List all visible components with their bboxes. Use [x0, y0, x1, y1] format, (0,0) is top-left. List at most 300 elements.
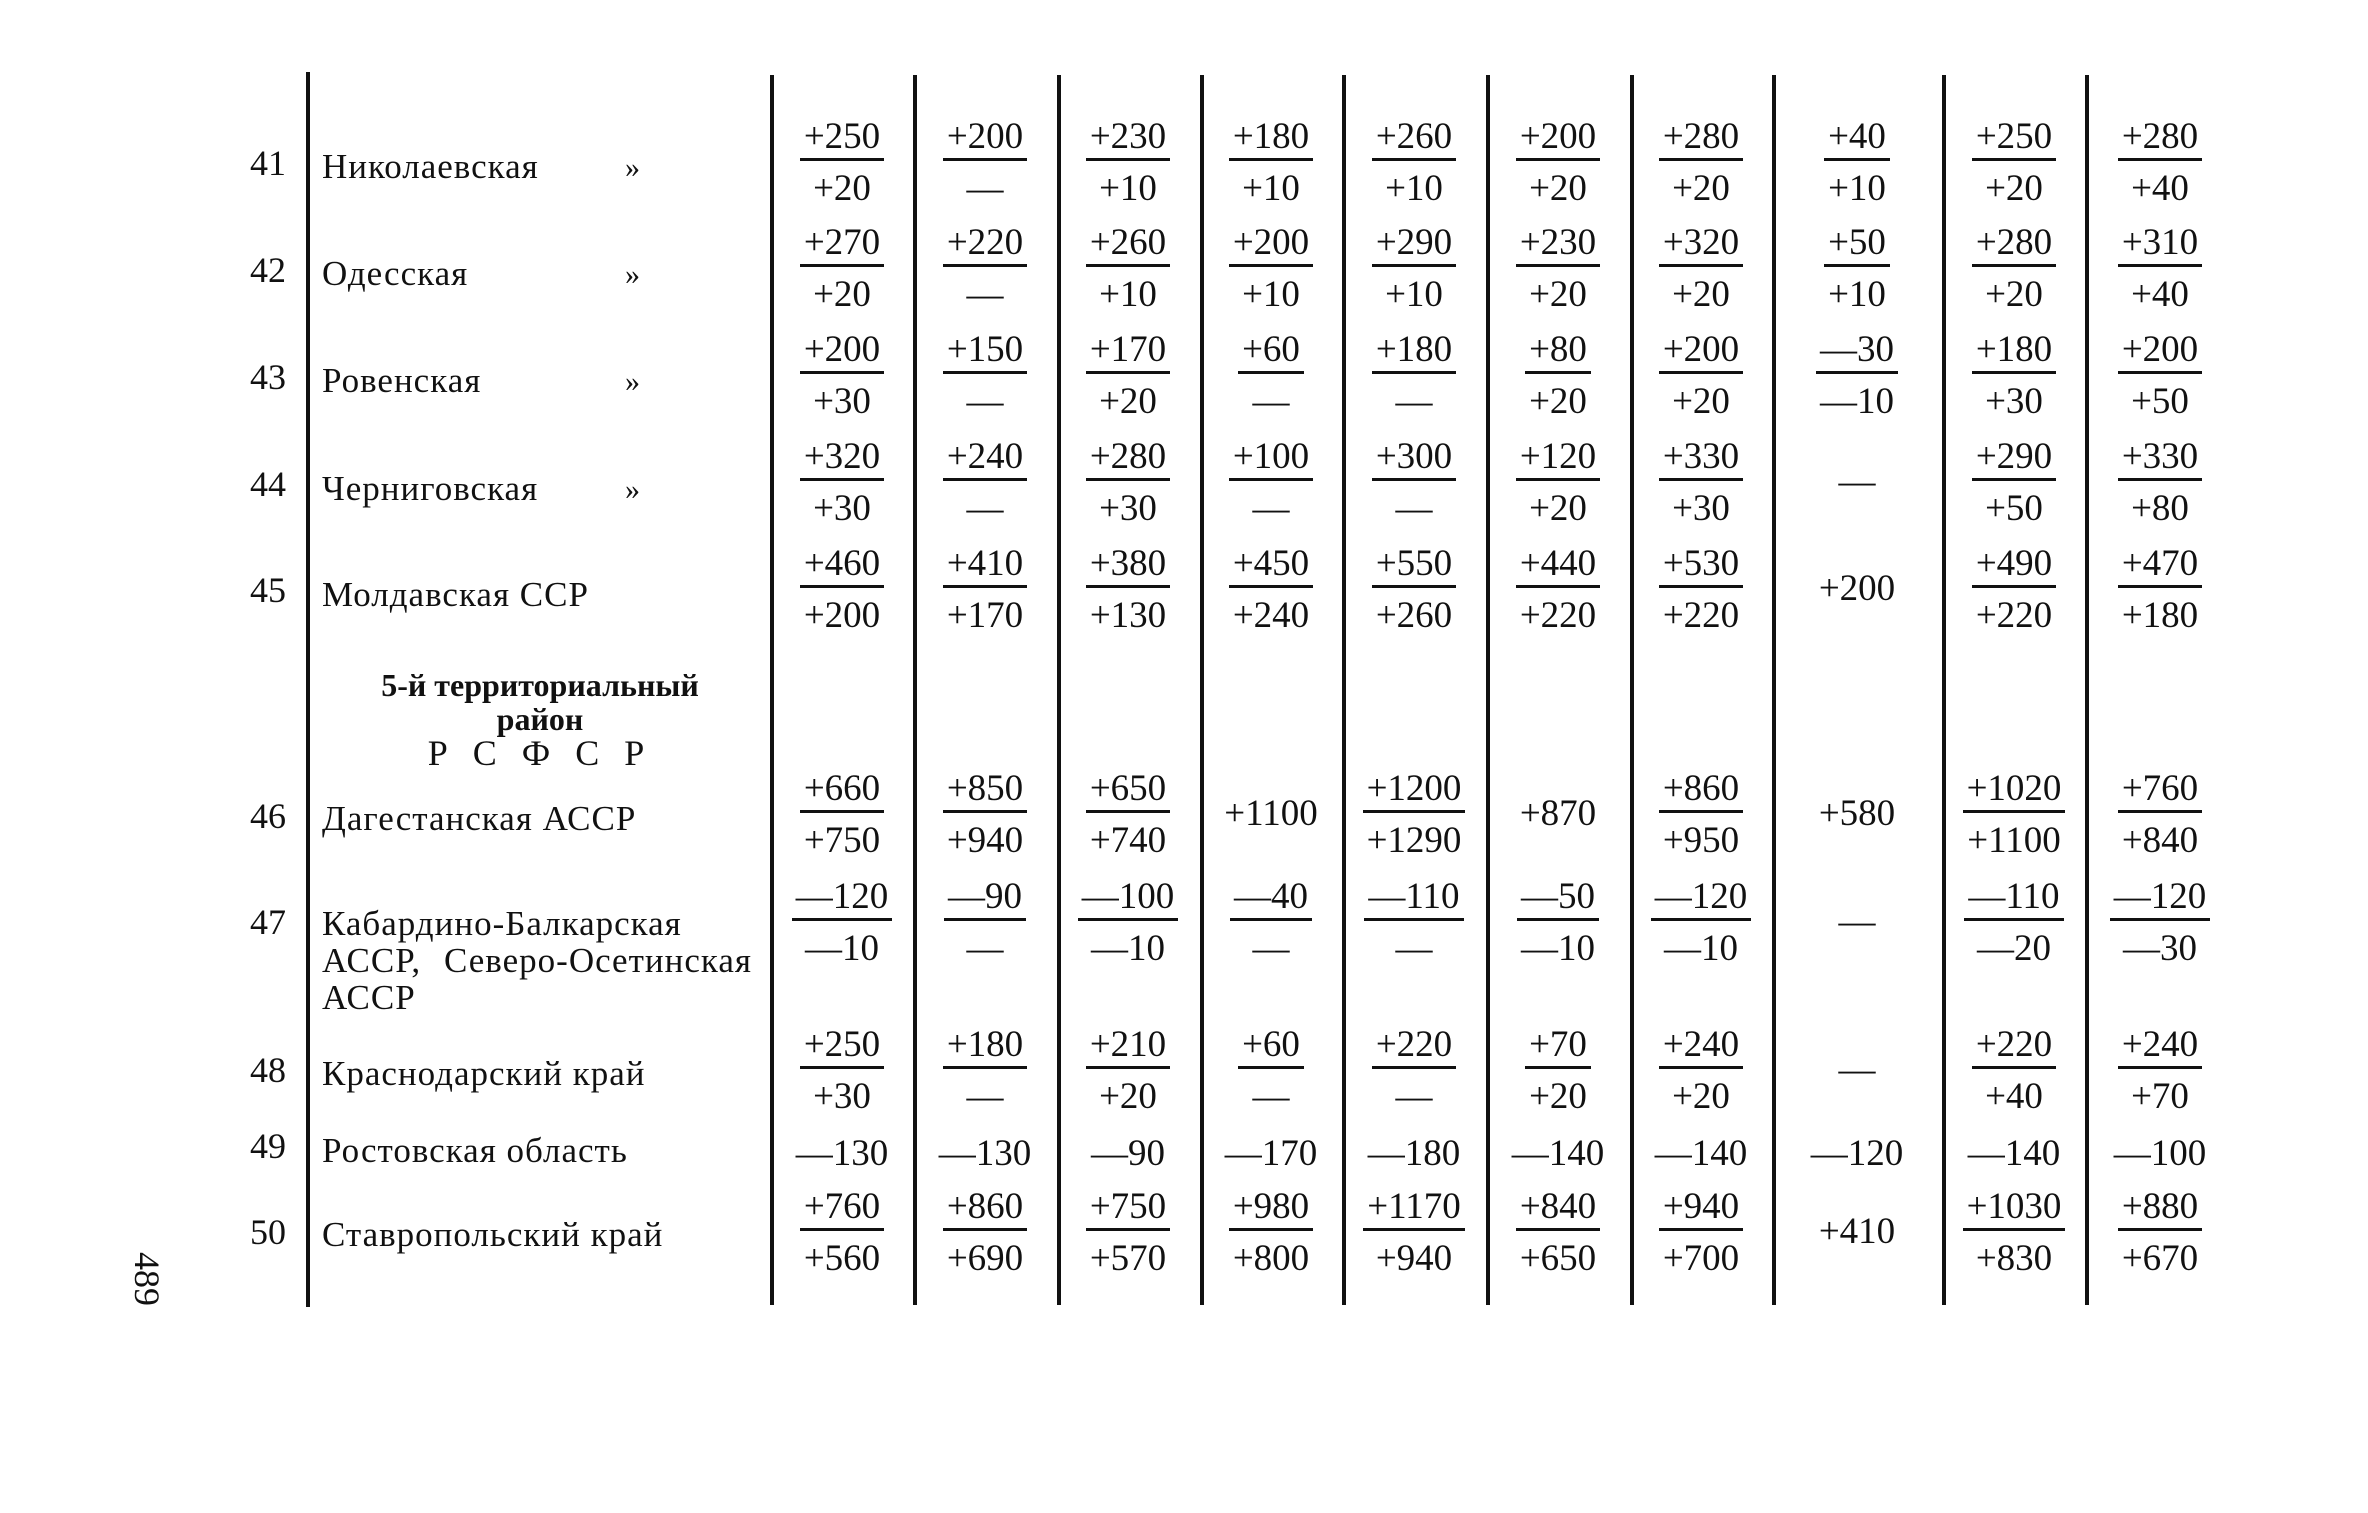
value-denominator: +800 [1232, 1238, 1310, 1279]
value-single: —130 [795, 1133, 889, 1174]
value-numerator-text: +460 [800, 543, 884, 588]
value-numerator-text: +200 [2118, 329, 2202, 374]
value-single: —140 [1967, 1133, 2061, 1174]
value-denominator: +30 [813, 381, 871, 422]
value-cell [1636, 112, 1766, 212]
value-cell [1063, 764, 1193, 864]
value-denominator: +10 [1828, 274, 1886, 315]
value-numerator-text: +200 [800, 329, 884, 374]
value-numerator-text: +260 [1086, 222, 1170, 267]
row-number: 42 [250, 250, 286, 290]
region-name: Николаевская [322, 147, 539, 186]
region-name: Ростовская область [322, 1131, 628, 1170]
value-numerator [1349, 539, 1479, 589]
value-cell [777, 325, 907, 425]
value-cell [1349, 764, 1479, 864]
value-denominator: +20 [1672, 274, 1730, 315]
value-numerator-text: +530 [1659, 543, 1743, 588]
row-number: 46 [250, 796, 286, 836]
region-name: Молдавская ССР [322, 575, 589, 614]
value-numerator [1636, 1182, 1766, 1232]
value-numerator [1063, 872, 1193, 922]
value-numerator [1063, 432, 1193, 482]
value-numerator-text: +200 [943, 116, 1027, 161]
value-denominator: —10 [805, 928, 879, 969]
value-denominator: —10 [1664, 928, 1738, 969]
value-numerator [2095, 218, 2225, 268]
value-single: — [1838, 901, 1876, 942]
value-numerator [920, 872, 1050, 922]
value-cell [777, 432, 907, 532]
value-cell [2095, 1127, 2225, 1177]
value-cell [1493, 325, 1623, 425]
value-denominator: +20 [1099, 1076, 1157, 1117]
value-numerator [920, 325, 1050, 375]
value-cell [1206, 764, 1336, 864]
value-denominator: +20 [1672, 1076, 1730, 1117]
value-denominator: +20 [1529, 381, 1587, 422]
value-denominator: +740 [1089, 820, 1167, 861]
value-cell [1206, 325, 1336, 425]
value-numerator-text: +860 [1659, 768, 1743, 813]
value-denominator: +20 [1985, 168, 2043, 209]
value-numerator-text: +440 [1516, 543, 1600, 588]
value-denominator: — [1252, 928, 1290, 969]
value-denominator: +40 [2131, 168, 2189, 209]
value-denominator: +30 [813, 488, 871, 529]
value-numerator [1063, 112, 1193, 162]
value-numerator [920, 112, 1050, 162]
value-denominator: +20 [1985, 274, 2043, 315]
value-denominator: +10 [1385, 274, 1443, 315]
value-denominator: +10 [1385, 168, 1443, 209]
value-cell [1636, 872, 1766, 972]
value-cell [1636, 432, 1766, 532]
value-cell [1206, 112, 1336, 212]
value-cell [1636, 1127, 1766, 1177]
value-single: —140 [1511, 1133, 1605, 1174]
column-rule [1200, 75, 1204, 1305]
value-cell [2095, 1182, 2225, 1282]
value-single: — [1838, 1049, 1876, 1090]
value-numerator [1206, 432, 1336, 482]
row-number: 43 [250, 357, 286, 397]
value-numerator [1349, 872, 1479, 922]
value-cell [1792, 764, 1922, 864]
value-cell [920, 872, 1050, 972]
value-numerator-text: +380 [1086, 543, 1170, 588]
value-cell [1349, 539, 1479, 639]
value-numerator-text: +230 [1516, 222, 1600, 267]
value-single: —120 [1810, 1133, 1904, 1174]
value-numerator [1063, 539, 1193, 589]
column-rule [913, 75, 917, 1305]
value-denominator: +20 [1529, 168, 1587, 209]
value-cell [1493, 539, 1623, 639]
value-cell [1792, 112, 1922, 212]
value-numerator [2095, 112, 2225, 162]
value-cell [1349, 1127, 1479, 1177]
value-denominator: +10 [1828, 168, 1886, 209]
value-numerator [2095, 1182, 2225, 1232]
value-cell [1792, 539, 1922, 639]
value-denominator: +50 [1985, 488, 2043, 529]
value-numerator-text: +320 [1659, 222, 1743, 267]
value-denominator: +20 [1672, 381, 1730, 422]
row-number: 49 [250, 1126, 286, 1166]
value-cell [1792, 1182, 1922, 1282]
value-numerator [777, 1020, 907, 1070]
value-cell [1206, 539, 1336, 639]
column-rule [1942, 75, 1946, 1305]
value-numerator [1636, 325, 1766, 375]
value-cell [1349, 1182, 1479, 1282]
row-number: 50 [250, 1212, 286, 1252]
value-denominator: — [966, 488, 1004, 529]
column-rule [1772, 75, 1776, 1305]
value-denominator: — [1252, 488, 1290, 529]
value-cell [1949, 112, 2079, 212]
value-denominator: +700 [1662, 1238, 1740, 1279]
value-cell [1063, 432, 1193, 532]
value-numerator [1063, 764, 1193, 814]
value-numerator [1949, 112, 2079, 162]
value-cell [1493, 1182, 1623, 1282]
value-numerator-text: +180 [943, 1024, 1027, 1069]
value-cell [1063, 1020, 1193, 1120]
value-cell [920, 112, 1050, 212]
value-cell [777, 1182, 907, 1282]
value-cell [1063, 112, 1193, 212]
value-numerator-text: +240 [1659, 1024, 1743, 1069]
value-numerator [1493, 112, 1623, 162]
value-numerator [777, 764, 907, 814]
value-numerator-text: +170 [1086, 329, 1170, 374]
value-denominator: +10 [1242, 168, 1300, 209]
value-numerator-text: —110 [1964, 876, 2063, 921]
value-cell [1063, 325, 1193, 425]
value-cell [777, 539, 907, 639]
value-denominator: — [1252, 1076, 1290, 1117]
value-numerator-text: +280 [1086, 436, 1170, 481]
value-numerator [1636, 1020, 1766, 1070]
row-number: 48 [250, 1050, 286, 1090]
value-numerator [1206, 872, 1336, 922]
value-numerator [1493, 325, 1623, 375]
value-numerator-text: +290 [1372, 222, 1456, 267]
value-numerator-text: +250 [800, 116, 884, 161]
value-numerator [777, 1182, 907, 1232]
value-denominator: +840 [2121, 820, 2199, 861]
value-denominator: +670 [2121, 1238, 2199, 1279]
value-cell [2095, 872, 2225, 972]
value-denominator: — [966, 274, 1004, 315]
value-numerator-text: +150 [943, 329, 1027, 374]
value-numerator-text: +1020 [1963, 768, 2066, 813]
value-numerator [920, 218, 1050, 268]
row-number: 47 [250, 902, 286, 942]
value-cell [2095, 1020, 2225, 1120]
value-numerator-text: +660 [800, 768, 884, 813]
value-numerator-text: +80 [1525, 329, 1591, 374]
value-cell [777, 872, 907, 972]
value-numerator-text: +100 [1229, 436, 1313, 481]
value-cell [1792, 325, 1922, 425]
value-numerator-text: +1200 [1363, 768, 1466, 813]
value-cell [2095, 432, 2225, 532]
value-denominator: +240 [1232, 595, 1310, 636]
value-denominator: —30 [2123, 928, 2197, 969]
value-cell [1206, 1020, 1336, 1120]
value-numerator [1493, 432, 1623, 482]
value-numerator [1206, 1182, 1336, 1232]
value-numerator [1063, 218, 1193, 268]
value-cell [1949, 764, 2079, 864]
value-numerator [1792, 112, 1922, 162]
value-numerator-text: —120 [2110, 876, 2211, 921]
value-numerator-text: +260 [1372, 116, 1456, 161]
value-numerator-text: +240 [943, 436, 1027, 481]
value-numerator-text: +760 [800, 1186, 884, 1231]
value-denominator: +940 [946, 820, 1024, 861]
value-cell [920, 764, 1050, 864]
value-cell [1063, 872, 1193, 972]
value-denominator: +130 [1089, 595, 1167, 636]
value-cell [1206, 1182, 1336, 1282]
ditto-mark: » [625, 151, 640, 184]
value-cell [1349, 325, 1479, 425]
value-cell [1349, 432, 1479, 532]
value-cell [2095, 325, 2225, 425]
value-cell [1792, 1127, 1922, 1177]
value-cell [920, 218, 1050, 318]
value-cell [777, 1020, 907, 1120]
value-numerator-text: +1170 [1363, 1186, 1465, 1231]
value-numerator-text: +330 [1659, 436, 1743, 481]
value-numerator-text: +60 [1238, 329, 1304, 374]
value-denominator: —10 [1521, 928, 1595, 969]
value-cell [1063, 1182, 1193, 1282]
value-denominator: +220 [1519, 595, 1597, 636]
value-numerator [1063, 1020, 1193, 1070]
column-rule [1486, 75, 1490, 1305]
value-single: +1100 [1224, 793, 1318, 834]
value-numerator [1063, 325, 1193, 375]
value-numerator-text: +280 [1972, 222, 2056, 267]
region-name: Краснодарский край [322, 1054, 646, 1093]
value-numerator-text: +300 [1372, 436, 1456, 481]
value-denominator: +1100 [1967, 820, 2061, 861]
value-denominator: +220 [1662, 595, 1740, 636]
value-denominator: — [966, 168, 1004, 209]
value-numerator [777, 112, 907, 162]
row-number: 44 [250, 464, 286, 504]
value-cell [2095, 112, 2225, 212]
value-numerator [1206, 325, 1336, 375]
value-numerator [1349, 432, 1479, 482]
value-numerator-text: +490 [1972, 543, 2056, 588]
value-numerator-text: —30 [1816, 329, 1898, 374]
value-cell [1949, 1127, 2079, 1177]
value-numerator [1792, 325, 1922, 375]
value-single: —140 [1654, 1133, 1748, 1174]
value-cell [1206, 872, 1336, 972]
value-numerator-text: +220 [1972, 1024, 2056, 1069]
value-cell [2095, 764, 2225, 864]
column-rule [1342, 75, 1346, 1305]
value-numerator [1636, 764, 1766, 814]
value-numerator-text: +450 [1229, 543, 1313, 588]
value-numerator [1493, 1020, 1623, 1070]
value-denominator: +30 [813, 1076, 871, 1117]
value-numerator [2095, 872, 2225, 922]
value-numerator-text: +220 [943, 222, 1027, 267]
value-denominator: +830 [1975, 1238, 2053, 1279]
value-denominator: +220 [1975, 595, 2053, 636]
value-numerator [1493, 1182, 1623, 1232]
value-denominator: — [966, 1076, 1004, 1117]
value-cell [920, 1020, 1050, 1120]
value-denominator: +50 [2131, 381, 2189, 422]
value-denominator: +10 [1099, 168, 1157, 209]
value-numerator [1949, 432, 2079, 482]
value-numerator [1493, 539, 1623, 589]
value-numerator-text: +220 [1372, 1024, 1456, 1069]
value-numerator-text: +180 [1972, 329, 2056, 374]
value-denominator: +20 [1099, 381, 1157, 422]
value-denominator: +20 [1529, 488, 1587, 529]
value-denominator: +10 [1099, 274, 1157, 315]
value-numerator-text: +240 [2118, 1024, 2202, 1069]
value-denominator: +690 [946, 1238, 1024, 1279]
value-numerator-text: +200 [1229, 222, 1313, 267]
value-denominator: — [1395, 488, 1433, 529]
value-single: —180 [1367, 1133, 1461, 1174]
value-denominator: — [1395, 1076, 1433, 1117]
value-cell [2095, 218, 2225, 318]
value-denominator: +40 [1985, 1076, 2043, 1117]
value-numerator [1949, 325, 2079, 375]
value-numerator-text: +980 [1229, 1186, 1313, 1231]
value-numerator [1949, 539, 2079, 589]
region-name: Кабардино-Балкарская АССР, Северо-Осетинская АССР [322, 904, 752, 1017]
value-denominator: +940 [1375, 1238, 1453, 1279]
value-numerator [1949, 872, 2079, 922]
value-cell [920, 1127, 1050, 1177]
value-denominator: +200 [803, 595, 881, 636]
value-denominator: +10 [1242, 274, 1300, 315]
value-cell [1636, 325, 1766, 425]
value-numerator-text: +880 [2118, 1186, 2202, 1231]
value-numerator-text: +650 [1086, 768, 1170, 813]
value-cell [1063, 1127, 1193, 1177]
value-numerator-text: —90 [944, 876, 1026, 921]
value-single: —170 [1224, 1133, 1318, 1174]
value-denominator: +650 [1519, 1238, 1597, 1279]
value-numerator-text: +60 [1238, 1024, 1304, 1069]
value-numerator [1493, 872, 1623, 922]
value-denominator: +30 [1672, 488, 1730, 529]
value-numerator [1636, 872, 1766, 922]
value-numerator [1206, 112, 1336, 162]
value-numerator [1636, 539, 1766, 589]
value-numerator [1949, 764, 2079, 814]
value-cell [1636, 218, 1766, 318]
value-numerator [1949, 1182, 2079, 1232]
value-numerator-text: —100 [1078, 876, 1179, 921]
value-numerator-text: +470 [2118, 543, 2202, 588]
region-name: Дагестанская АССР [322, 799, 637, 838]
value-cell [1949, 1182, 2079, 1282]
value-cell [1792, 1020, 1922, 1120]
page-number: 489 [127, 1252, 167, 1306]
value-numerator-text: +840 [1516, 1186, 1600, 1231]
value-numerator-text: +180 [1229, 116, 1313, 161]
value-cell [1493, 1020, 1623, 1120]
value-numerator-text: +410 [943, 543, 1027, 588]
value-cell [1493, 218, 1623, 318]
value-numerator [920, 432, 1050, 482]
value-numerator [1063, 1182, 1193, 1232]
value-cell [1949, 539, 2079, 639]
value-cell [1949, 325, 2079, 425]
value-numerator-text: +330 [2118, 436, 2202, 481]
value-numerator-text: +320 [800, 436, 884, 481]
value-numerator-text: —110 [1364, 876, 1463, 921]
value-cell [1063, 539, 1193, 639]
value-denominator: —10 [1091, 928, 1165, 969]
value-denominator: +170 [946, 595, 1024, 636]
value-cell [1349, 872, 1479, 972]
value-numerator-text: —50 [1517, 876, 1599, 921]
value-numerator-text: +200 [1516, 116, 1600, 161]
row-number: 41 [250, 143, 286, 183]
column-rule [2085, 75, 2089, 1305]
value-cell [920, 325, 1050, 425]
region-name: Ровенская [322, 361, 482, 400]
value-cell [1636, 539, 1766, 639]
value-denominator: +30 [1985, 381, 2043, 422]
value-numerator-text: +280 [1659, 116, 1743, 161]
value-numerator-text: +270 [800, 222, 884, 267]
section-heading [330, 667, 750, 773]
value-denominator: +570 [1089, 1238, 1167, 1279]
value-denominator: — [966, 381, 1004, 422]
column-rule [1630, 75, 1634, 1305]
value-denominator: +80 [2131, 488, 2189, 529]
value-numerator [1349, 218, 1479, 268]
row-number: 45 [250, 570, 286, 610]
value-cell [1206, 218, 1336, 318]
value-cell [1949, 218, 2079, 318]
value-single: —100 [2113, 1133, 2207, 1174]
value-denominator: — [1395, 928, 1433, 969]
value-cell [777, 1127, 907, 1177]
value-denominator: +1290 [1366, 820, 1462, 861]
value-numerator-text: +230 [1086, 116, 1170, 161]
value-cell [1349, 218, 1479, 318]
section-heading-subtitle: Р С Ф С Р [427, 733, 653, 773]
value-cell [1063, 218, 1193, 318]
value-denominator: +30 [1099, 488, 1157, 529]
value-numerator-text: +250 [1972, 116, 2056, 161]
value-numerator [920, 539, 1050, 589]
value-numerator-text: +40 [1824, 116, 1890, 161]
ditto-mark: » [625, 473, 640, 506]
value-cell [1493, 1127, 1623, 1177]
value-numerator-text: +70 [1525, 1024, 1591, 1069]
value-cell [1949, 432, 2079, 532]
